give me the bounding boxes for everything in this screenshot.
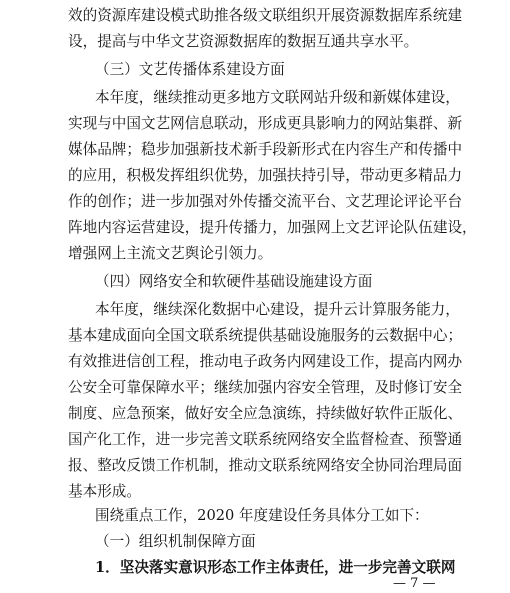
section-heading: （三）文艺传播体系建设方面 <box>95 61 285 78</box>
body-text-line: 的应用，积极发挥组织优势，加强扶持引导，带动更多精品力 <box>68 167 463 184</box>
body-text-line: 设，提高与中华文艺资源数据库的数据互通共享水平。 <box>68 33 419 50</box>
body-text-line: 有效推进信创工程，推动电子政务内网建设工作，提高内网办 <box>68 353 463 370</box>
body-text-line: 作的创作；进一步加强对外传播交流平台、文艺理论评论平台 <box>68 193 463 210</box>
body-text-line: 制度、应急预案，做好安全应急演练，持续做好软件正版化、 <box>68 405 463 422</box>
body-text-line: 基本建成面向全国文联系统提供基础设施服务的云数据中心； <box>68 327 463 344</box>
body-text-line: 国产化工作，进一步完善文联系统网络安全监督检查、预警通 <box>68 431 463 448</box>
section-heading: （四）网络安全和软硬件基础设施建设方面 <box>95 273 373 290</box>
numbered-item-heading: 1．坚决落实意识形态工作主体责任，进一步完善文联网 <box>95 559 456 576</box>
body-text-line: 媒体品牌；稳步加强新技术新手段新形式在内容生产和传播中 <box>68 141 463 158</box>
page-number: — 7 — <box>393 576 436 591</box>
body-text-line: 阵地内容运营建设，提升传播力，加强网上文艺评论队伍建设， <box>68 219 477 236</box>
body-text-line: 增强网上主流文艺舆论引领力。 <box>68 245 273 262</box>
body-text-line: 实现与中国文艺网信息联动，形成更具影响力的网站集群、新 <box>68 115 463 132</box>
section-heading: （一）组织机制保障方面 <box>95 533 256 550</box>
body-text-line: 本年度，继续推动更多地方文联网站升级和新媒体建设， <box>95 89 460 106</box>
body-text-line: 围绕重点工作，2020 年度建设任务具体分工如下： <box>95 507 429 524</box>
body-text-line: 公安全可靠保障水平；继续加强内容安全管理，及时修订安全 <box>68 379 463 396</box>
body-text-line: 效的资源库建设模式助推各级文联组织开展资源数据库系统建 <box>68 7 463 24</box>
body-text-line: 本年度，继续深化数据中心建设，提升云计算服务能力， <box>95 301 460 318</box>
body-text-line: 报、整改反馈工作机制，推动文联系统网络安全协同治理局面 <box>68 457 463 474</box>
body-text-line: 基本形成。 <box>68 483 141 500</box>
